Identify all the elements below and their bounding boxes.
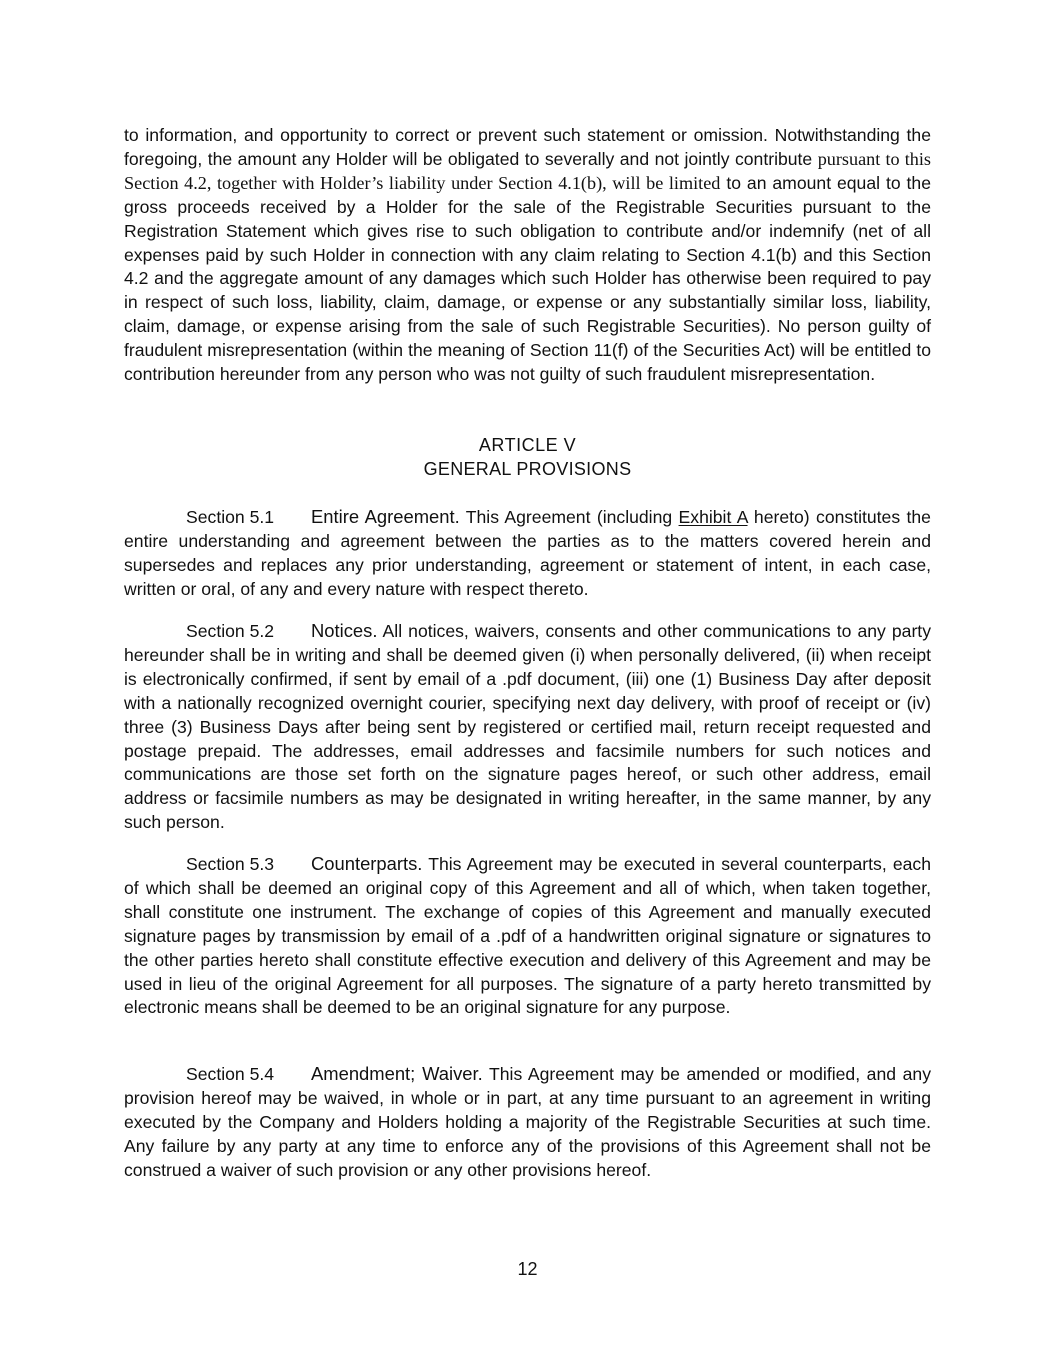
intro-text-part-1: to information, and opportunity to correct or prevent such statement or omission. Notwithstanding the foregoing, the amount any Holder will be obligated to severally and not jointly contribute — [124, 125, 931, 169]
section-text: This Agreement may be executed in several counterparts, each of which shall be deemed an original copy of this Agreement and all of which, when taken together, shall constitute one instrument. The exchange of copies of this Agreement and manually executed signature pages by transmission by email of a .pdf of a handwritten original signature or signatures to the other parties hereto shall constitute effective execution and delivery of this Agreement and may be used in lieu of the original Agreement for all purposes. The signature of a party hereto transmitted by electronic means shall be deemed to be an original signature for any purpose. — [124, 854, 931, 1018]
section-text-continued: hereto) constitutes the entire understanding and agreement between the parties as to the matters covered herein and supersedes and replaces any prior understanding, agreement or statement of intent, in each case, written or oral, of any and every nature with respect thereto. — [124, 507, 931, 599]
section-5-4-paragraph — [124, 1062, 931, 1183]
section-text: All notices, waivers, consents and other communications to any party hereunder shall be in writing and shall be deemed given (i) when personally delivered, (ii) when receipt is electronically confirmed, if sent by email of a .pdf document, (iii) one (1) Business Day after deposit with a nationally recognized overnight courier, specifying next day delivery, with proof of receipt or (iv) three (3) Business Days after being sent by registered or certified mail, return receipt requested and postage prepaid. The addresses, email addresses and facsimile numbers for such notices and communications are those set forth on the signature pages hereof, or such other address, email address or facsimile numbers as may be designated in writing hereafter, in the same manner, by any such person. — [124, 621, 931, 833]
section-number: Section 5.3 — [186, 854, 275, 874]
intro-text-serif-part: pursuant to this Section 4.2, together with Holder’s liability under Section 4.1(b), will be limited — [124, 148, 931, 193]
section-caption: Counterparts. — [311, 853, 423, 874]
section-5-1-paragraph — [124, 505, 931, 602]
section-number: Section 5.1 — [186, 507, 275, 527]
article-title: ARTICLE V — [478, 435, 577, 455]
continuation-paragraph — [124, 124, 931, 387]
page-number: 12 — [517, 1259, 538, 1279]
section-number: Section 5.4 — [186, 1064, 275, 1084]
section-text: This Agreement (including — [465, 507, 679, 527]
section-caption: Notices. — [311, 620, 378, 641]
section-caption: Amendment; Waiver. — [311, 1063, 483, 1084]
section-number: Section 5.2 — [186, 621, 275, 641]
section-text: This Agreement may be amended or modified, and any provision hereof may be waived, in whole or in part, at any time pursuant to an agreement in writing executed by the Company and Holders holding a majority of the Registrable Securities at such time. Any failure by any party at any time to enforce any of the provisions of this Agreement shall not be construed a waiver of such provision or any other provisions hereof. — [124, 1064, 931, 1180]
exhibit-a-reference: Exhibit A — [678, 507, 748, 527]
section-5-3-paragraph — [124, 852, 931, 1020]
section-5-2-paragraph — [124, 619, 931, 835]
intro-text-part-2: to an amount equal to the gross proceeds received by a Holder for the sale of the Registrable Securities pursuant to the Registration Statement which gives rise to such obligation to contribute and/or indemnify (net of all expenses paid by such Holder in connection with any claim relating to Section 4.1(b) and this Section 4.2 and the aggregate amount of any damages which such Holder has otherwise been required to pay in respect of such loss, liability, claim, damage, or expense or any substantially similar loss, liability, claim, damage, or expense arising from the sale of such Registrable Securities). No person guilty of fraudulent misrepresentation (within the meaning of Section 11(f) of the Securities Act) will be entitled to contribution hereunder from any person who was not guilty of such fraudulent misrepresentation. — [124, 172, 931, 385]
section-caption: Entire Agreement. — [311, 506, 460, 527]
article-subtitle: GENERAL PROVISIONS — [423, 459, 632, 479]
